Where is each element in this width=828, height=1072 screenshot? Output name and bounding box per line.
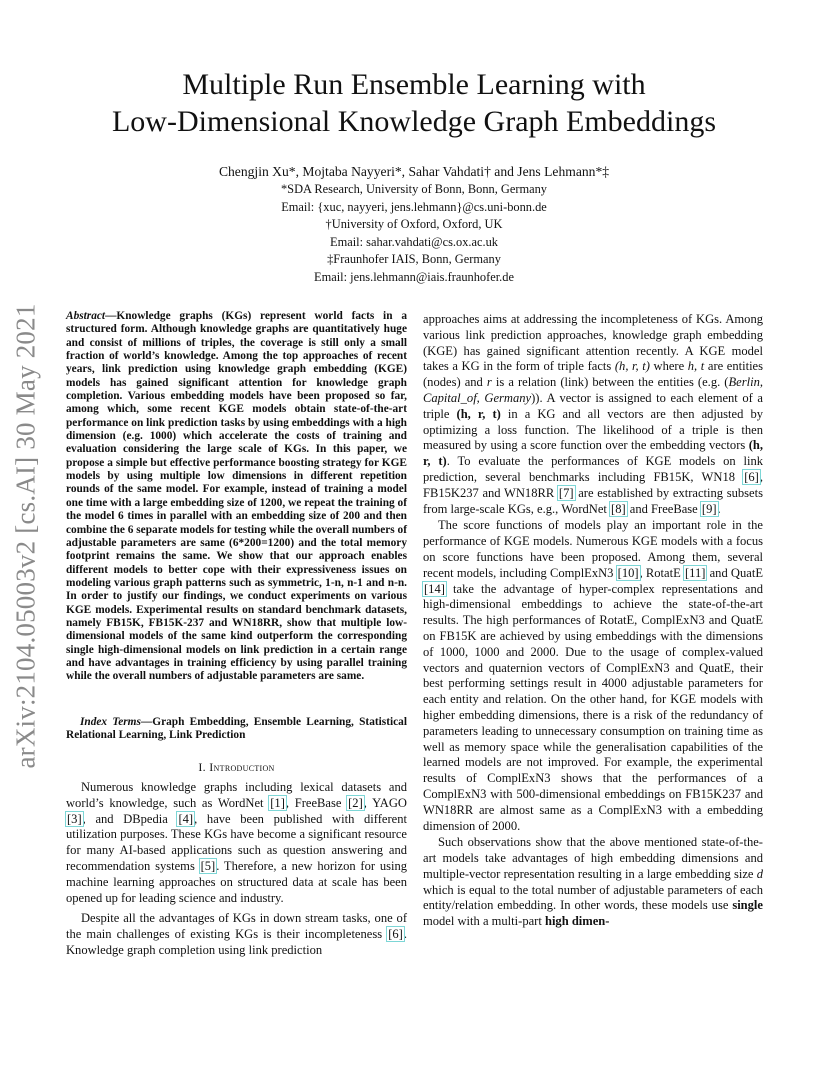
paper-title — [0, 66, 828, 140]
abstract-label: Abstract — [66, 310, 106, 322]
abstract-text: —Knowledge graphs (KGs) represent world facts in a structured form. Although knowledge graphs are quantitatively huge and consist of millions of triples, the coverage is still only a small fraction of world’s knowledge. Among the top approaches of recent years, link prediction using knowledge graph embedding (KGE) models has gained significant attention for knowledge graph completion. Various embedding models have been proposed so far, among which, some recent KGE models obtain state-of-the-art performance on link prediction tasks by using embeddings with a high dimension (e.g. 1000) which accelerate the costs of training and evaluation considering the large scale of KGs. In this paper, we propose a simple but effective performance boosting strategy for KGE models by using multiple low dimensions in different repetition rounds of the same model. For example, instead of training a model one time with a large embedding size of 1200, we repeat the training of the model 6 times in parallel with an embedding size of 200 and then combine the 6 separate models for testing while the overall numbers of adjustable parameters are same (6*200=1200) and the total memory footprint remains the same. We show that our approach enables different models to better cope with their expressiveness issues on modeling various graph patterns such as symmetric, 1-n, n-1 and n-n. In order to justify our findings, we conduct experiments on various KGE models. Experimental results on standard benchmark datasets, namely FB15K, FB15K-237 and WN18RR, show that multiple low-dimensional models of the same kind outperform the corresponding single high-dimensional models on link prediction in a certain range and have advantages in training efficiency by using parallel training while the overall numbers of adjustable parameters are same. — [66, 310, 408, 683]
abstract — [66, 310, 407, 684]
paragraph — [423, 835, 763, 930]
citation-link[interactable]: [8] — [611, 501, 626, 516]
citation-link[interactable]: [7] — [558, 485, 574, 500]
math-relation: r — [486, 375, 492, 390]
math-dimension: d — [756, 866, 763, 881]
arxiv-watermark — [6, 286, 46, 786]
title-line-1: Multiple Run Ensemble Learning with — [182, 68, 646, 101]
affiliations — [0, 181, 828, 286]
text-run: where — [649, 359, 688, 374]
citation-link[interactable]: [4] — [178, 811, 194, 826]
math-vector-triple: (h, r, t) — [423, 438, 763, 469]
math-entities: h, t — [687, 359, 705, 374]
text-run: Such observations show that the above mentioned state-of-the-art models take advantages of high embedding dimensions and multiple-vector representation resulting in a large embedding size — [423, 835, 763, 881]
bold-term: high dimen- — [544, 914, 610, 929]
example-triple: Berlin, Capital_of, Germany — [423, 375, 763, 405]
affiliation-line: Email: jens.lehmann@iais.fraunhofer.de — [314, 269, 514, 284]
text-run: , RotatE — [639, 565, 684, 580]
text-run: . Knowledge graph completion using link prediction — [66, 927, 407, 957]
text-run: are entities (nodes) and — [423, 359, 764, 390]
citation-link[interactable]: [3] — [67, 811, 82, 826]
text-run: . — [717, 501, 721, 516]
citation-link[interactable]: [6] — [744, 469, 759, 484]
citation-link[interactable]: [14] — [424, 581, 445, 596]
text-run: which is equal to the total number of adjustable parameters of each entity/relation embedding. In other words, these models use — [423, 882, 763, 913]
text-run: , FB15K237 and WN18RR — [423, 469, 763, 500]
text-run: and FreeBase — [626, 501, 701, 516]
section-number: I. — [198, 760, 206, 774]
section-heading-introduction — [66, 760, 407, 775]
citation-link[interactable]: [1] — [270, 795, 285, 810]
paragraph — [423, 518, 763, 834]
math-vector-triple: (h, r, t) — [456, 406, 501, 421]
index-terms-text: —Graph Embedding, Ensemble Learning, Statistical Relational Learning, Link Prediction — [66, 716, 407, 742]
affiliation-line: Email: sahar.vahdati@cs.ox.ac.uk — [330, 234, 498, 249]
paragraph — [423, 312, 763, 517]
text-run: , YAGO — [363, 795, 407, 810]
text-run: The score functions of models play an important role in the performance of KGE models. Numerous KGE models with a focus on score functions have been proposed. Among them, several recent models, including ComplExN3 — [423, 518, 763, 580]
text-run: . To evaluate the performances of KGE models on link prediction, several benchmarks including FB15K, WN18 — [423, 454, 763, 484]
text-run: is a relation (link) between the entities (e.g. ( — [491, 375, 729, 390]
citation-link[interactable]: [9] — [701, 501, 717, 516]
text-run: , have been published with different utilization purposes. These KGs have become a significant resource for many AI-based applications such as question answering and recommendation systems — [66, 811, 407, 873]
affiliation-line: *SDA Research, University of Bonn, Bonn, Germany — [280, 182, 548, 196]
title-line-2: Low-Dimensional Knowledge Graph Embeddings — [111, 105, 717, 138]
citation-link[interactable]: [5] — [200, 858, 216, 873]
text-run: , and DBpedia — [82, 811, 178, 826]
text-run: take the advantage of hyper-complex representations and high-dimensional embeddings to achieve the state-of-the-art results. The high performances of RotatE, ComplExN3 and QuatE on FB15K are achieved by using embeddings with the dimensions of 1000, 1000 and 2000. Due to the usage of complex-valued vectors and quaternion vectors of ComplExN3 and QuatE, their best performing settings result in 4000 adjustable parameters for each entity and relation. On the other hand, for KGE models with higher embedding dimensions, there is a risk of the redundancy of parameters leading to unnecessary consumption on training time as well as memory space while the generalisation capabilities of the learned models are not improved. For example, the experimental results of ComplExN3 shows that the performances of a ComplExN3 with 500-dimensional embeddings on FB15K237 and WN18RR are almost same as a ComplExN3 with a embedding dimension of 2000. — [423, 581, 763, 833]
text-run: , FreeBase — [285, 795, 348, 810]
text-run: in a KG and all vectors are then adjusted by optimizing a loss function. The likelihood of a triple is then measured by using a score function over the embedding vectors — [423, 406, 763, 453]
text-run: . Therefore, a new horizon for using machine learning approaches on structured data at scale has been opened up for leading science and industry. — [66, 858, 408, 905]
paragraph — [66, 911, 407, 958]
text-run: )). A vector is assigned to each element of a triple — [423, 390, 763, 421]
affiliation-line: ‡Fraunhofer IAIS, Bonn, Germany — [327, 252, 501, 266]
affiliation-line: †University of Oxford, Oxford, UK — [325, 217, 503, 231]
citation-link[interactable]: [2] — [348, 795, 363, 810]
text-run: model with a multi-part — [423, 914, 545, 929]
paragraph — [66, 780, 407, 906]
citation-link[interactable]: [10] — [617, 565, 639, 580]
text-run: Despite all the advantages of KGs in down stream tasks, one of the main challenges of existing KGs is their incompleteness — [66, 911, 407, 942]
bold-term: single — [732, 898, 763, 913]
text-run: Numerous knowledge graphs including lexical datasets and world’s knowledge, such as WordNet — [66, 780, 407, 810]
text-run: approaches aims at addressing the incompleteness of KGs. Among various link prediction approaches, knowledge graph embedding (KGE) has gained significant attention recently. A KGE model takes a KG in the form of triple facts — [423, 312, 763, 374]
section-title: Introduction — [209, 760, 275, 774]
affiliation-line: Email: {xuc, nayyeri, jens.lehmann}@cs.uni-bonn.de — [281, 199, 547, 214]
intro-left-column — [66, 780, 407, 959]
citation-link[interactable]: [11] — [684, 565, 706, 580]
math-triple: (h, r, t) — [614, 359, 650, 374]
text-run: and QuatE — [706, 565, 763, 580]
citation-link[interactable]: [6] — [388, 927, 403, 942]
arxiv-identifier: arXiv:2104.05003v2 [cs.AI] 30 May 2021 — [10, 303, 41, 769]
intro-right-column — [423, 312, 763, 930]
author-list: Chengjin Xu*, Mojtaba Nayyeri*, Sahar Vahdati† and Jens Lehmann*‡ — [218, 164, 610, 179]
text-run: are established by extracting subsets from large-scale KGs, e.g., WordNet — [423, 485, 763, 516]
index-terms — [66, 716, 407, 743]
index-terms-label: Index Terms — [80, 716, 141, 728]
